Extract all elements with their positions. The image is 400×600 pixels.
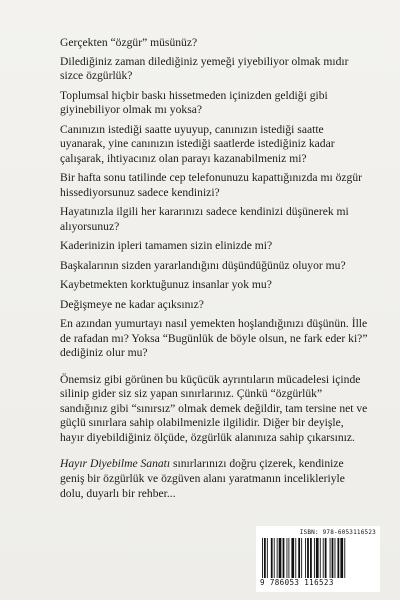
question-item: Kaderinizin ipleri tamamen sizin elinizde mi? [60,239,273,252]
isbn-label: ISBN: 978-6053116523 [299,529,376,536]
question-item: En azından yumurtayı nasıl yemekten hoşlandığınızı düşünün. İlle de rafadan mı? Yoksa “Bugünlük de böyle olsun, ne fark eder ki?” dediğiniz olur mu? [60,317,368,359]
barcode-bars [260,538,376,578]
question-item: Başkalarının sizden yararlandığını düşündüğünüz oluyor mu? [60,258,346,272]
question-item: Hayatınızla ilgili her kararınızı sadece kendinizi düşünerek mi alıyorsunuz? [60,205,349,233]
question-item: Dilediğiniz zaman dilediğiniz yemeği yiyebiliyor olmak mıdır sizce özgürlük? [60,54,349,82]
closing-text: sınırlarınızı doğru çizerek, kendinize geniş bir özgürlük ve özgüven alanı yaratmanın incelikleriyle dolu, duyarlı bir rehber... [60,457,345,500]
book-title: Hayır Diyebilme Sanatı [60,457,171,471]
barcode-digits: 9 786053 116523 [260,578,334,587]
blurb [60,36,370,501]
question-item: Gerçekten “özgür” müsünüz? [60,36,198,49]
isbn-barcode [256,526,380,592]
question-item: Kaybetmekten korktuğunuz insanlar yok mu? [60,278,272,291]
question-item: Toplumsal hiçbir baskı hissetmeden içinizden geldiği gibi giyinebiliyor olmak mı yoksa? [60,88,328,116]
question-item: Bir hafta sonu tatilinde cep telefonunuzu kapattığınızda mı özgür hissediyorsunuz sadece kendinizi? [60,171,362,199]
closing-paragraph [60,457,370,501]
question-item: Canınızın istediği saatte uyuyup, canınızın istediği saatte uyanarak, yine canınızın istediği saatlerde istediğiniz kadar çalışarak, ihtiyacınız olan parayı kazanabilmeniz mi? [60,122,335,165]
question-item: Değişmeye ne kadar açıksınız? [60,297,204,311]
body-paragraph: Önemsiz gibi görünen bu küçücük ayrıntıların mücadelesi içinde silinip gider siz siz yapan sınırlarınız. Çünkü “özgürlük” sandığınız gibi “sınırsız” olmak demek değildir, tam tersine net ve güçlü sınırlara sahip olabilmenizle ilgilidir. Diğer bir deyişle, hayır diyebildiğiniz ölçüde, özgürlük alanınıza sahip çıkarsınız. [60,372,368,444]
question-list [60,36,370,361]
